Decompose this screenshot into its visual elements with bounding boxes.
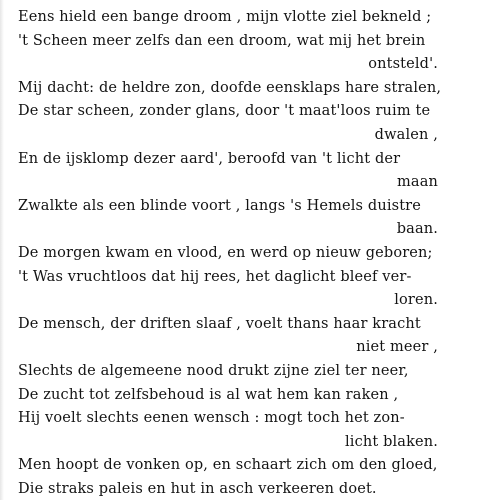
poem-line: De mensch, der driften slaaf , voelt thans haar kracht <box>18 315 421 332</box>
poem-line-continuation: loren. <box>394 292 438 309</box>
poem-line: En de ijsklomp dezer aard', beroofd van 't licht der <box>18 150 401 167</box>
poem-line: De morgen kwam en vlood, en werd op nieuw geboren; <box>18 244 433 261</box>
poem-text-block <box>18 6 442 501</box>
poem-line: Eens hield een bange droom , mijn vlotte ziel bekneld ; <box>18 9 432 25</box>
page-gutter-shadow <box>0 0 4 500</box>
poem-line: Hij voelt slechts eenen wensch : mogt toch het zon- <box>18 410 405 427</box>
poem-line-continuation: baan. <box>396 221 438 238</box>
poem-line: Die straks paleis en hut in asch verkeeren doet. <box>18 480 377 497</box>
poem-line: 't Was vruchtloos dat hij rees, het daglicht bleef ver- <box>18 268 412 285</box>
poem-line-continuation: licht blaken. <box>345 433 438 450</box>
poem-line: De star scheen, zonder glans, door 't maat'loos ruim te <box>18 103 431 120</box>
poem-line: Mij dacht: de heldre zon, doofde eensklaps hare stralen, <box>18 79 442 96</box>
poem-line: De zucht tot zelfsbehoud is al wat hem kan raken , <box>18 386 399 403</box>
poem-line-continuation: maan <box>397 174 438 191</box>
poem-line: Zwalkte als een blinde voort , langs 's Hemels duistre <box>18 197 421 214</box>
poem-line: Slechts de algemeene nood drukt zijne ziel ter neer, <box>18 362 409 379</box>
poem-line-continuation: ontsteld'. <box>368 56 438 73</box>
poem-line-continuation: niet meer , <box>356 339 438 356</box>
poem-line: 't Scheen meer zelfs dan een droom, wat mij het brein <box>18 32 426 49</box>
poem-line: Men hoopt de vonken op, en schaart zich om den gloed, <box>18 457 438 474</box>
poem-line-continuation: dwalen , <box>374 126 438 143</box>
